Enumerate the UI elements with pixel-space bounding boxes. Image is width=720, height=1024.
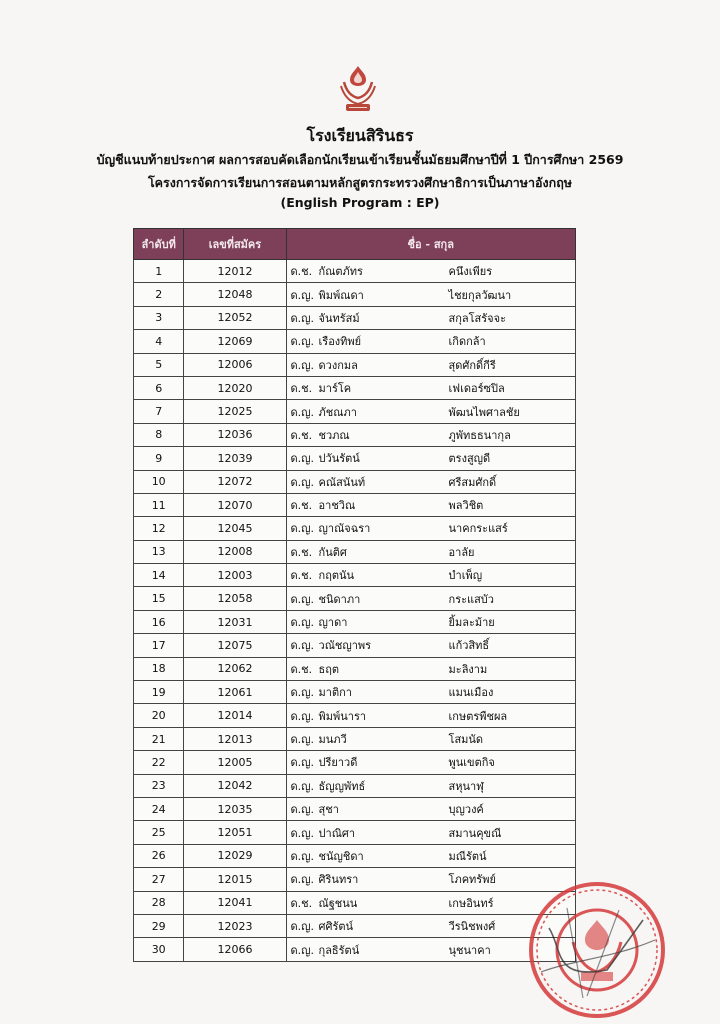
application-no-cell: 12014 [184, 704, 286, 727]
first-name: ธฤต [318, 662, 340, 676]
application-no-cell: 12041 [184, 891, 286, 914]
table-row [134, 564, 576, 587]
first-name: อาชวิณ [318, 499, 356, 513]
last-name: สุดศักดิ์กีรี [448, 358, 496, 372]
order-cell: 29 [134, 914, 184, 937]
fullname-cell [286, 610, 575, 633]
table-row [134, 260, 576, 283]
last-name: โภคทรัพย์ [448, 873, 496, 887]
table-row [134, 704, 576, 727]
application-no-cell: 12070 [184, 493, 286, 516]
first-name: ชนัญชิดา [318, 849, 364, 863]
first-name: กัณตภัทร [318, 265, 363, 279]
order-cell: 11 [134, 493, 184, 516]
order-cell: 16 [134, 610, 184, 633]
order-cell: 2 [134, 283, 184, 306]
last-name: ไชยกุลวัฒนา [448, 288, 512, 302]
first-name: ศิรินทรา [318, 873, 359, 887]
fullname-cell [286, 704, 575, 727]
last-name: บุญวงค์ [448, 803, 484, 817]
first-name: ธัญญพัทธ์ [318, 779, 366, 793]
fullname-cell [286, 540, 575, 563]
table-row [134, 423, 576, 446]
table-row [134, 891, 576, 914]
order-cell: 10 [134, 470, 184, 493]
last-name: เฟเดอร์ซปิล [448, 382, 505, 396]
first-name: วณัชญาพร [318, 639, 372, 653]
order-cell: 6 [134, 376, 184, 399]
fullname-cell [286, 400, 575, 423]
order-cell: 8 [134, 423, 184, 446]
table-row [134, 681, 576, 704]
last-name: ตรงสูญดี [448, 452, 491, 466]
last-name: โสมนัด [448, 733, 484, 746]
fullname-cell [286, 423, 575, 446]
application-no-cell: 12061 [184, 681, 286, 704]
application-no-cell: 12048 [184, 283, 286, 306]
application-no-cell: 12015 [184, 868, 286, 891]
first-name: กฤตนัน [318, 569, 355, 583]
name-title: ด.ช. [290, 545, 313, 559]
application-no-cell: 12036 [184, 423, 286, 446]
results-table [133, 228, 576, 962]
table-row [134, 610, 576, 633]
application-no-cell: 12051 [184, 821, 286, 844]
last-name: มะลิงาม [448, 662, 488, 676]
last-name: บำเพ็ญ [448, 569, 483, 583]
order-cell: 1 [134, 260, 184, 283]
table-row [134, 797, 576, 820]
fullname-cell [286, 587, 575, 610]
school-emblem-icon [336, 64, 380, 114]
last-name: วีรนิชพงศ์ [448, 920, 496, 934]
fullname-cell [286, 260, 575, 283]
application-no-cell: 12003 [184, 564, 286, 587]
first-name: ชนิดาภา [318, 592, 361, 606]
first-name: จันทรัสม์ [318, 311, 360, 325]
name-title: ด.ช. [290, 428, 313, 442]
last-name: พลวิชิต [448, 499, 484, 513]
table-row [134, 727, 576, 750]
fullname-cell [286, 564, 575, 587]
table-row [134, 493, 576, 516]
table-row [134, 330, 576, 353]
order-cell: 25 [134, 821, 184, 844]
first-name: คณัสนันท์ [318, 475, 366, 489]
school-name: โรงเรียนสิรินธร [306, 126, 414, 145]
name-title: ด.ญ. [290, 709, 315, 723]
fullname-cell [286, 353, 575, 376]
fullname-cell [286, 447, 575, 470]
fullname-cell [286, 517, 575, 540]
order-cell: 21 [134, 727, 184, 750]
order-cell: 15 [134, 587, 184, 610]
name-title: ด.ญ. [290, 288, 315, 302]
first-name: กุลธิรัตน์ [318, 943, 360, 957]
application-no-cell: 12008 [184, 540, 286, 563]
name-title: ด.ญ. [290, 943, 315, 957]
name-title: ด.ญ. [290, 405, 315, 419]
first-name: กันติศ [318, 545, 347, 559]
name-title: ด.ญ. [290, 873, 315, 887]
school-seal-stamp [523, 880, 671, 1020]
table-row [134, 447, 576, 470]
header-application-no: เลขที่สมัคร [184, 229, 286, 260]
first-name: มนภวี [318, 733, 347, 746]
order-cell: 24 [134, 797, 184, 820]
last-name: อาลัย [448, 545, 475, 559]
first-name: มาร์โค [318, 382, 352, 396]
order-cell: 3 [134, 306, 184, 329]
table-row [134, 914, 576, 937]
last-name: พัฒนไพศาลชัย [448, 405, 520, 419]
table-body [134, 260, 576, 962]
name-title: ด.ญ. [290, 335, 315, 349]
fullname-cell [286, 657, 575, 680]
order-cell: 14 [134, 564, 184, 587]
fullname-cell [286, 283, 575, 306]
program-line: โครงการจัดการเรียนการสอนตามหลักสูตรกระทรวงศึกษาธิการเป็นภาษาอังกฤษ [147, 175, 573, 190]
application-no-cell: 12025 [184, 400, 286, 423]
first-name: สุชา [318, 803, 339, 817]
name-title: ด.ญ. [290, 803, 315, 817]
table-row [134, 353, 576, 376]
application-no-cell: 12045 [184, 517, 286, 540]
name-title: ด.ญ. [290, 779, 315, 793]
first-name: ณัฐชนน [318, 896, 358, 910]
last-name: ภูพัทธธนากุล [448, 428, 511, 442]
table-row [134, 400, 576, 423]
order-cell: 23 [134, 774, 184, 797]
application-no-cell: 12058 [184, 587, 286, 610]
application-no-cell: 12005 [184, 751, 286, 774]
order-cell: 7 [134, 400, 184, 423]
application-no-cell: 12072 [184, 470, 286, 493]
order-cell: 17 [134, 634, 184, 657]
fullname-cell [286, 376, 575, 399]
first-name: เรืองทิพย์ [318, 335, 362, 349]
order-cell: 19 [134, 681, 184, 704]
last-name: แมนเมือง [448, 686, 494, 700]
order-cell: 30 [134, 938, 184, 961]
first-name: ญาดา [318, 616, 348, 630]
last-name: แก้วสิทธิ์ [448, 639, 490, 653]
table-header-row [134, 229, 576, 260]
order-cell: 20 [134, 704, 184, 727]
last-name: คนึงเพียร [448, 265, 493, 279]
order-cell: 13 [134, 540, 184, 563]
first-name: ปรียาวดี [318, 756, 358, 770]
last-name: เกิดกล้า [448, 335, 486, 349]
application-no-cell: 12069 [184, 330, 286, 353]
order-cell: 12 [134, 517, 184, 540]
name-title: ด.ญ. [290, 358, 315, 372]
table-row [134, 587, 576, 610]
application-no-cell: 12023 [184, 914, 286, 937]
table-row [134, 540, 576, 563]
name-title: ด.ญ. [290, 475, 315, 489]
first-name: ปาณิศา [318, 826, 356, 840]
order-cell: 27 [134, 868, 184, 891]
name-title: ด.ช. [290, 499, 313, 513]
application-no-cell: 12029 [184, 844, 286, 867]
fullname-cell [286, 727, 575, 750]
first-name: มาติกา [318, 686, 352, 700]
table-row [134, 868, 576, 891]
application-no-cell: 12013 [184, 727, 286, 750]
order-cell: 4 [134, 330, 184, 353]
fullname-cell [286, 681, 575, 704]
table-row [134, 657, 576, 680]
last-name: นาคกระแสร์ [448, 522, 508, 536]
table-row [134, 306, 576, 329]
order-cell: 28 [134, 891, 184, 914]
name-title: ด.ญ. [290, 522, 315, 536]
fullname-cell [286, 306, 575, 329]
order-cell: 22 [134, 751, 184, 774]
fullname-cell [286, 844, 575, 867]
table-row [134, 283, 576, 306]
order-cell: 26 [134, 844, 184, 867]
table-row [134, 517, 576, 540]
fullname-cell [286, 470, 575, 493]
first-name: พิมพ์ณดา [318, 288, 364, 302]
application-no-cell: 12075 [184, 634, 286, 657]
first-name: ชวภณ [318, 428, 350, 442]
table-row [134, 376, 576, 399]
application-no-cell: 12042 [184, 774, 286, 797]
fullname-cell [286, 330, 575, 353]
last-name: ยิ้มละม้าย [448, 616, 495, 630]
application-no-cell: 12006 [184, 353, 286, 376]
name-title: ด.ญ. [290, 849, 315, 863]
last-name: ศรีสมศักดิ์ [448, 475, 497, 489]
first-name: ศศิรัตน์ [318, 920, 354, 934]
table-row [134, 938, 576, 961]
order-cell: 5 [134, 353, 184, 376]
application-no-cell: 12052 [184, 306, 286, 329]
first-name: ภัชณภา [318, 405, 357, 419]
last-name: เกษอินทร์ [448, 896, 494, 910]
last-name: มณีรัตน์ [448, 849, 487, 863]
name-title: ด.ช. [290, 662, 313, 676]
name-title: ด.ญ. [290, 920, 315, 934]
first-name: ดวงกมล [318, 358, 358, 372]
name-title: ด.ญ. [290, 733, 315, 746]
name-title: ด.ญ. [290, 311, 315, 325]
name-title: ด.ช. [290, 896, 313, 910]
last-name: นุชนาคา [448, 943, 491, 957]
last-name: สกุลโสรัจจะ [448, 311, 506, 325]
first-name: ปวันรัตน์ [318, 452, 360, 466]
fullname-cell [286, 797, 575, 820]
last-name: เกษตรพืชผล [448, 709, 508, 723]
table-row [134, 844, 576, 867]
fullname-cell [286, 774, 575, 797]
fullname-cell [286, 751, 575, 774]
table-row [134, 774, 576, 797]
table-row [134, 751, 576, 774]
name-title: ด.ญ. [290, 616, 315, 630]
order-cell: 9 [134, 447, 184, 470]
application-no-cell: 12031 [184, 610, 286, 633]
first-name: ญาณัจฉรา [318, 522, 371, 536]
name-title: ด.ช. [290, 265, 313, 279]
header-order: ลำดับที่ [134, 229, 184, 260]
application-no-cell: 12012 [184, 260, 286, 283]
announcement-line: บัญชีแนบท้ายประกาศ ผลการสอบคัดเลือกนักเรียนเข้าเรียนชั้นมัธยมศึกษาปีที่ 1 ปีการศึกษา 2569 [96, 152, 624, 167]
application-no-cell: 12062 [184, 657, 286, 680]
fullname-cell [286, 493, 575, 516]
table-row [134, 634, 576, 657]
name-title: ด.ญ. [290, 592, 315, 606]
name-title: ด.ช. [290, 382, 313, 396]
application-no-cell: 12035 [184, 797, 286, 820]
name-title: ด.ญ. [290, 639, 315, 653]
order-cell: 18 [134, 657, 184, 680]
name-title: ด.ญ. [290, 756, 315, 770]
program-code-line: (English Program : EP) [280, 195, 440, 210]
first-name: พิมพ์นารา [318, 709, 367, 723]
table-row [134, 821, 576, 844]
application-no-cell: 12039 [184, 447, 286, 470]
name-title: ด.ช. [290, 569, 313, 583]
last-name: กระแสบัว [448, 592, 494, 606]
fullname-cell [286, 821, 575, 844]
application-no-cell: 12020 [184, 376, 286, 399]
name-title: ด.ญ. [290, 452, 315, 466]
fullname-cell [286, 634, 575, 657]
table-row [134, 470, 576, 493]
last-name: สหุนาฬุ [448, 779, 484, 793]
application-no-cell: 12066 [184, 938, 286, 961]
header-fullname: ชื่อ - สกุล [286, 229, 575, 260]
name-title: ด.ญ. [290, 686, 315, 700]
name-title: ด.ญ. [290, 826, 315, 840]
last-name: สมานคุขณี [448, 826, 502, 840]
last-name: พูนเขตกิจ [448, 756, 495, 770]
